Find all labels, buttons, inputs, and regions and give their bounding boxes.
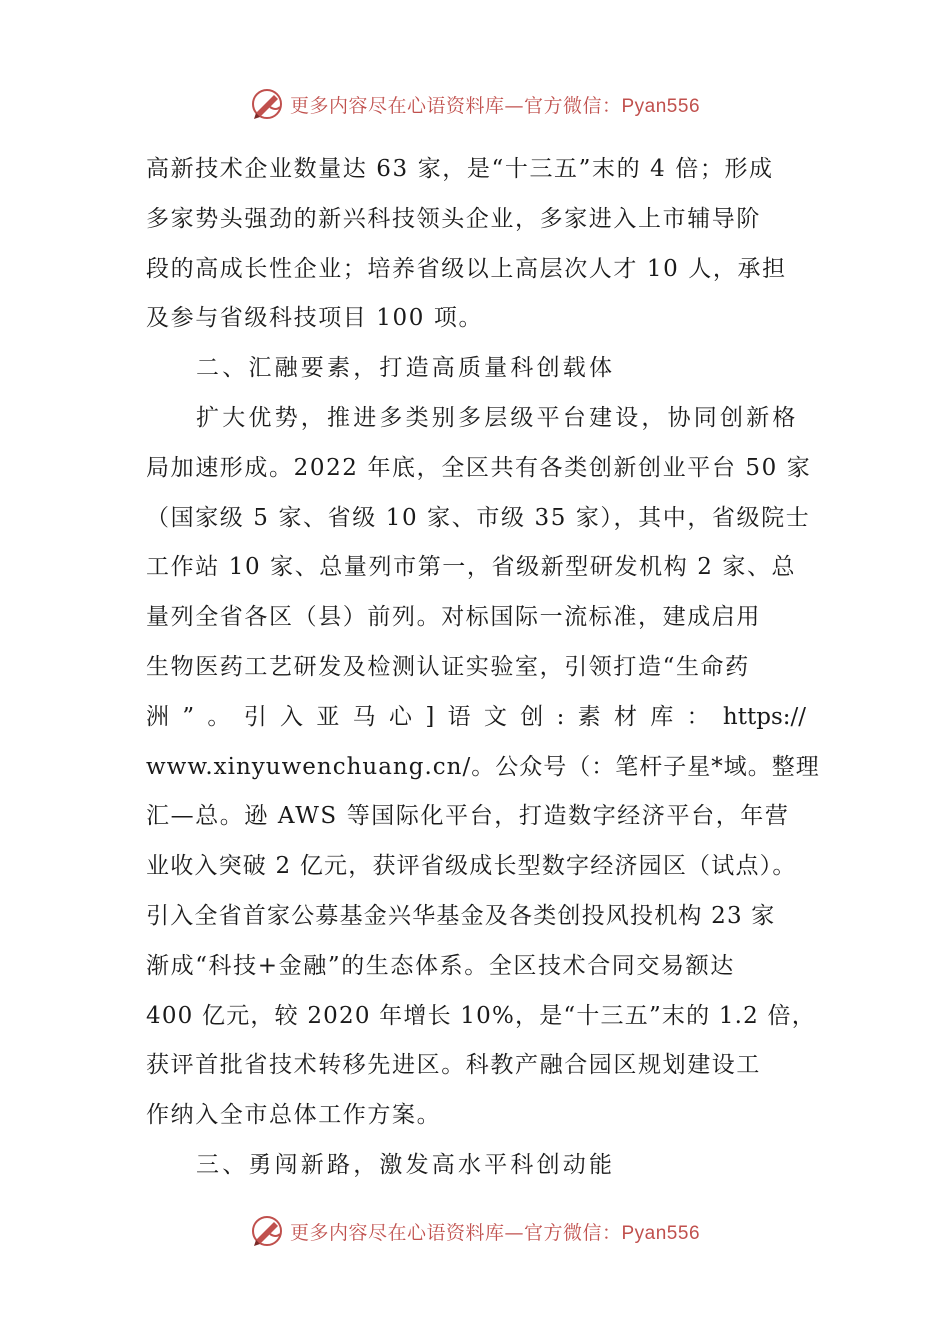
body-line: 及参与省级科技项目 100 项。	[146, 305, 484, 332]
body-line-url: www.xinyuwenchuang.cn/。公众号（：笔杆子星*域。整理	[146, 753, 820, 780]
body-line: 生物医药工艺研发及检测认证实验室，引领打造“生命药	[146, 653, 750, 680]
document-body	[146, 145, 820, 1191]
section-heading-2: 二、汇融要素，打造高质量科创载体	[196, 355, 616, 382]
body-line: 渐成“科技+金融”的生态体系。全区技术合同交易额达	[146, 952, 735, 979]
pen-logo-icon	[250, 87, 284, 121]
pen-logo-icon	[250, 1214, 284, 1248]
footer-banner	[0, 1211, 950, 1251]
footer-banner-contact: Pyan556	[621, 1222, 701, 1244]
body-line: 段的高成长性企业；培养省级以上高层次人才 10 人，承担	[146, 255, 787, 282]
header-banner	[0, 84, 950, 124]
body-line: 业收入突破 2 亿元，获评省级成长型数字经济园区（试点）。	[146, 853, 797, 880]
header-banner-contact: Pyan556	[621, 95, 701, 117]
body-line: 量列全省各区（县）前列。对标国际一流标准，建成启用	[146, 604, 761, 631]
header-banner-text: 更多内容尽在心语资料库—官方微信：Pyan556	[289, 94, 701, 117]
body-line: 多家势头强劲的新兴科技领头企业，多家进入上市辅导阶	[146, 205, 761, 232]
section-heading-3: 三、勇闯新路，激发高水平科创动能	[196, 1151, 616, 1178]
body-line: （国家级 5 家、省级 10 家、市级 35 家），其中，省级院士	[146, 504, 811, 531]
body-line: 局加速形成。2022 年底，全区共有各类创新创业平台 50 家	[146, 454, 812, 481]
body-line: 工作站 10 家、总量列市第一，省级新型研发机构 2 家、总	[146, 554, 797, 581]
body-line: 获评首批省技术转移先进区。科教产融合园区规划建设工	[146, 1052, 761, 1079]
body-line: 高新技术企业数量达 63 家，是“十三五”末的 4 倍；形成	[146, 156, 774, 182]
footer-banner-text: 更多内容尽在心语资料库—官方微信：Pyan556	[289, 1221, 701, 1244]
body-line: 作纳入全市总体工作方案。	[146, 1102, 442, 1129]
body-line: 扩大优势，推进多类别多层级平台建设，协同创新格	[196, 404, 799, 431]
body-line-justified: 洲”。引入亚马心]语文创:素材库：https://	[146, 703, 806, 730]
body-line: 汇—总。逊 AWS 等国际化平台，打造数字经济平台，年营	[146, 803, 790, 830]
body-line: 400 亿元，较 2020 年增长 10%，是“十三五”末的 1.2 倍，	[146, 1002, 816, 1029]
body-line: 引入全省首家公募基金兴华基金及各类创投风投机构 23 家	[146, 902, 776, 929]
